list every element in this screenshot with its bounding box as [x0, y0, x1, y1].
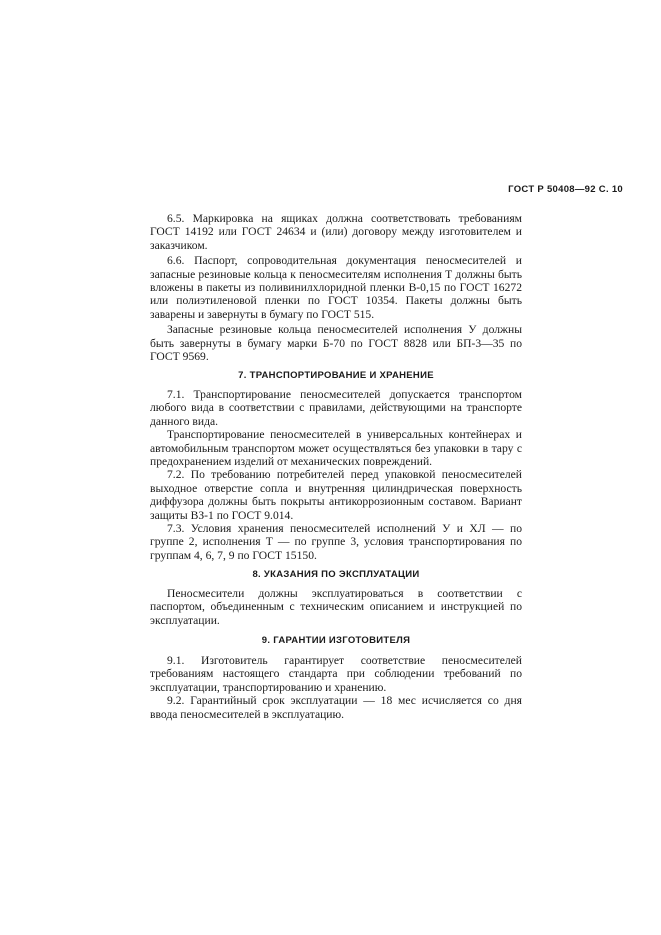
clause-7-2: 7.2. По требованию потребителей перед упаковкой пеносмесителей выходное отверстие сопла и внутренняя цилиндрическая поверхность диффузора должны быть покрыты антикоррозионным составом. Вариант защиты ВЗ-1 по ГОСТ 9.014.: [150, 468, 522, 522]
section-9-body: [150, 654, 522, 721]
section-8-heading: 8. УКАЗАНИЯ ПО ЭКСПЛУАТАЦИИ: [252, 569, 420, 580]
clause-9-1: 9.1. Изготовитель гарантирует соответствие пеносмесителей требованиям настоящего стандарта при соблюдении требований по эксплуатации, транспортированию и хранению.: [150, 654, 522, 694]
section-8-body: [150, 587, 522, 627]
section-7-body: [150, 388, 522, 562]
spare-rings-paragraph: Запасные резиновые кольца пеносмесителей исполнения У должны быть завернуты в бумагу марки Б-70 по ГОСТ 8828 или БП-3—35 по ГОСТ 9569.: [150, 323, 522, 364]
clause-7-3: 7.3. Условия хранения пеносмесителей исполнений У и ХЛ — по группе 2, исполнения Т — по группе 3, условия транспортирования по группам 4, 6, 7, 9 по ГОСТ 15150.: [150, 522, 522, 562]
section-9-heading: 9. ГАРАНТИИ ИЗГОТОВИТЕЛЯ: [261, 635, 411, 646]
clause-6-5: 6.5. Маркировка на ящиках должна соответствовать требованиям ГОСТ 14192 или ГОСТ 24634 и (или) договору между изготовителем и заказчиком.: [150, 212, 522, 252]
containers-paragraph: Транспортирование пеносмесителей в универсальных контейнерах и автомобильным транспортом может осуществляться без упаковки в тару с предохранением изделий от механических повреждений.: [150, 428, 522, 469]
clause-7-1: 7.1. Транспортирование пеносмесителей допускается транспортом любого вида в соответствии с правилами, действующими на транспорте данного вида.: [150, 388, 522, 428]
clause-9-2: 9.2. Гарантийный срок эксплуатации — 18 мес исчисляется со дня ввода пеносмесителей в эксплуатацию.: [150, 694, 522, 721]
section-7-heading: 7. ТРАНСПОРТИРОВАНИЕ И ХРАНЕНИЕ: [238, 370, 434, 381]
packaging-block: [150, 212, 522, 363]
operation-paragraph: Пеносмесители должны эксплуатироваться в соответствии с паспортом, объединенным с техническим описанием и инструкцией по эксплуатации.: [150, 587, 522, 627]
page-header: ГОСТ Р 50408—92 С. 10: [508, 184, 623, 195]
clause-6-6: 6.6. Паспорт, сопроводительная документация пеносмесителей и запасные резиновые кольца к пеносмесителям исполнения Т должны быть вложены в пакеты из поливинилхлоридной пленки В-0,15 по ГОСТ 16272 или полиэтиленовой пленки по ГОСТ 10354. Пакеты должны быть заварены и завернуты в бумагу по ГОСТ 515.: [150, 254, 522, 321]
